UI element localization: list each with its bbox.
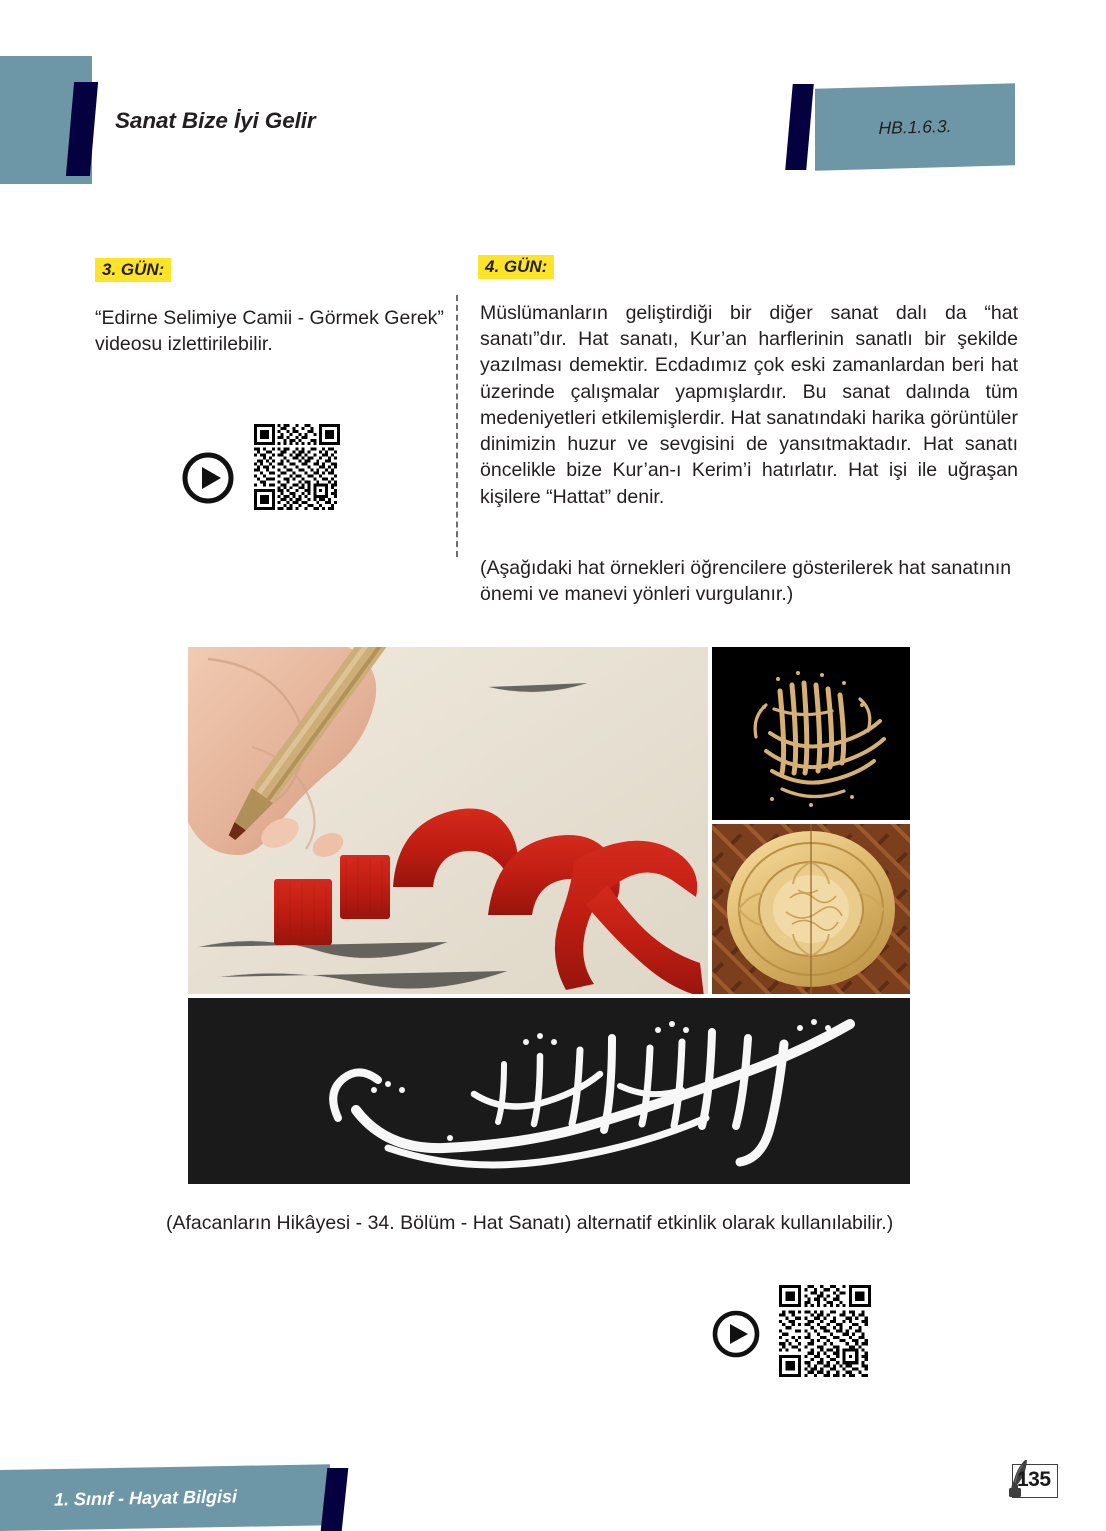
calligraphy-image-collage [188,647,910,1184]
play-circle-icon[interactable] [182,452,234,504]
day-3-body-text: “Edirne Selimiye Camii - Görmek Gerek” videosu izlettirilebilir. [95,307,444,356]
qr-code[interactable] [779,1285,871,1377]
column-divider [456,295,458,557]
calligrapher-hand-photo [188,647,708,994]
page-number: 135 [1017,1468,1051,1491]
tawhid-calligraphy-photo [712,647,910,820]
play-circle-icon[interactable] [712,1310,760,1358]
day-4-note-text: (Aşağıdaki hat örnekleri öğrencilere gösterilerek hat sanatının önemi ve manevi yönleri vurgulanır.) [480,557,1012,606]
day-4-body-text: Müslümanların geliştirdiği bir diğer sanat dalı da “hat sanatı”dır. Hat sanatı, Kur’an harflerinin sanatlı bir şekilde yazılması demektir. Ecdadımız çok eski zamanlardan beri hat üzerinde çalışmalar yapmışlardır. Bu sanat dalında tüm medeniyetleri etkilemişlerdir. Hat sanatındaki harika görüntüler dinimizin huzur ve sevgisini de yansıtmaktadır. Hat sanatı öncelikle bize Kur’an-ı Kerim’i hatırlatır. Hat işi ile uğraşan kişilere “Hattat” denir. [480,302,1018,508]
collage-caption: (Afacanların Hikâyesi - 34. Bölüm - Hat Sanatı) alternatif etkinlik olarak kullanılabilir.) [166,1212,894,1234]
day-4-label: 4. GÜN: [478,255,554,279]
day-3-label: 3. GÜN: [95,258,171,282]
golden-medallion-photo [712,824,910,994]
basmala-calligraphy-photo [188,998,910,1184]
page-title: Sanat Bize İyi Gelir [115,108,316,133]
qr-code[interactable] [254,424,340,510]
outcome-code-label: HB.1.6.3. [878,115,952,138]
footer-subject-label: 1. Sınıf - Hayat Bilgisi [54,1486,238,1510]
outcome-code-navy-bar [785,84,814,170]
